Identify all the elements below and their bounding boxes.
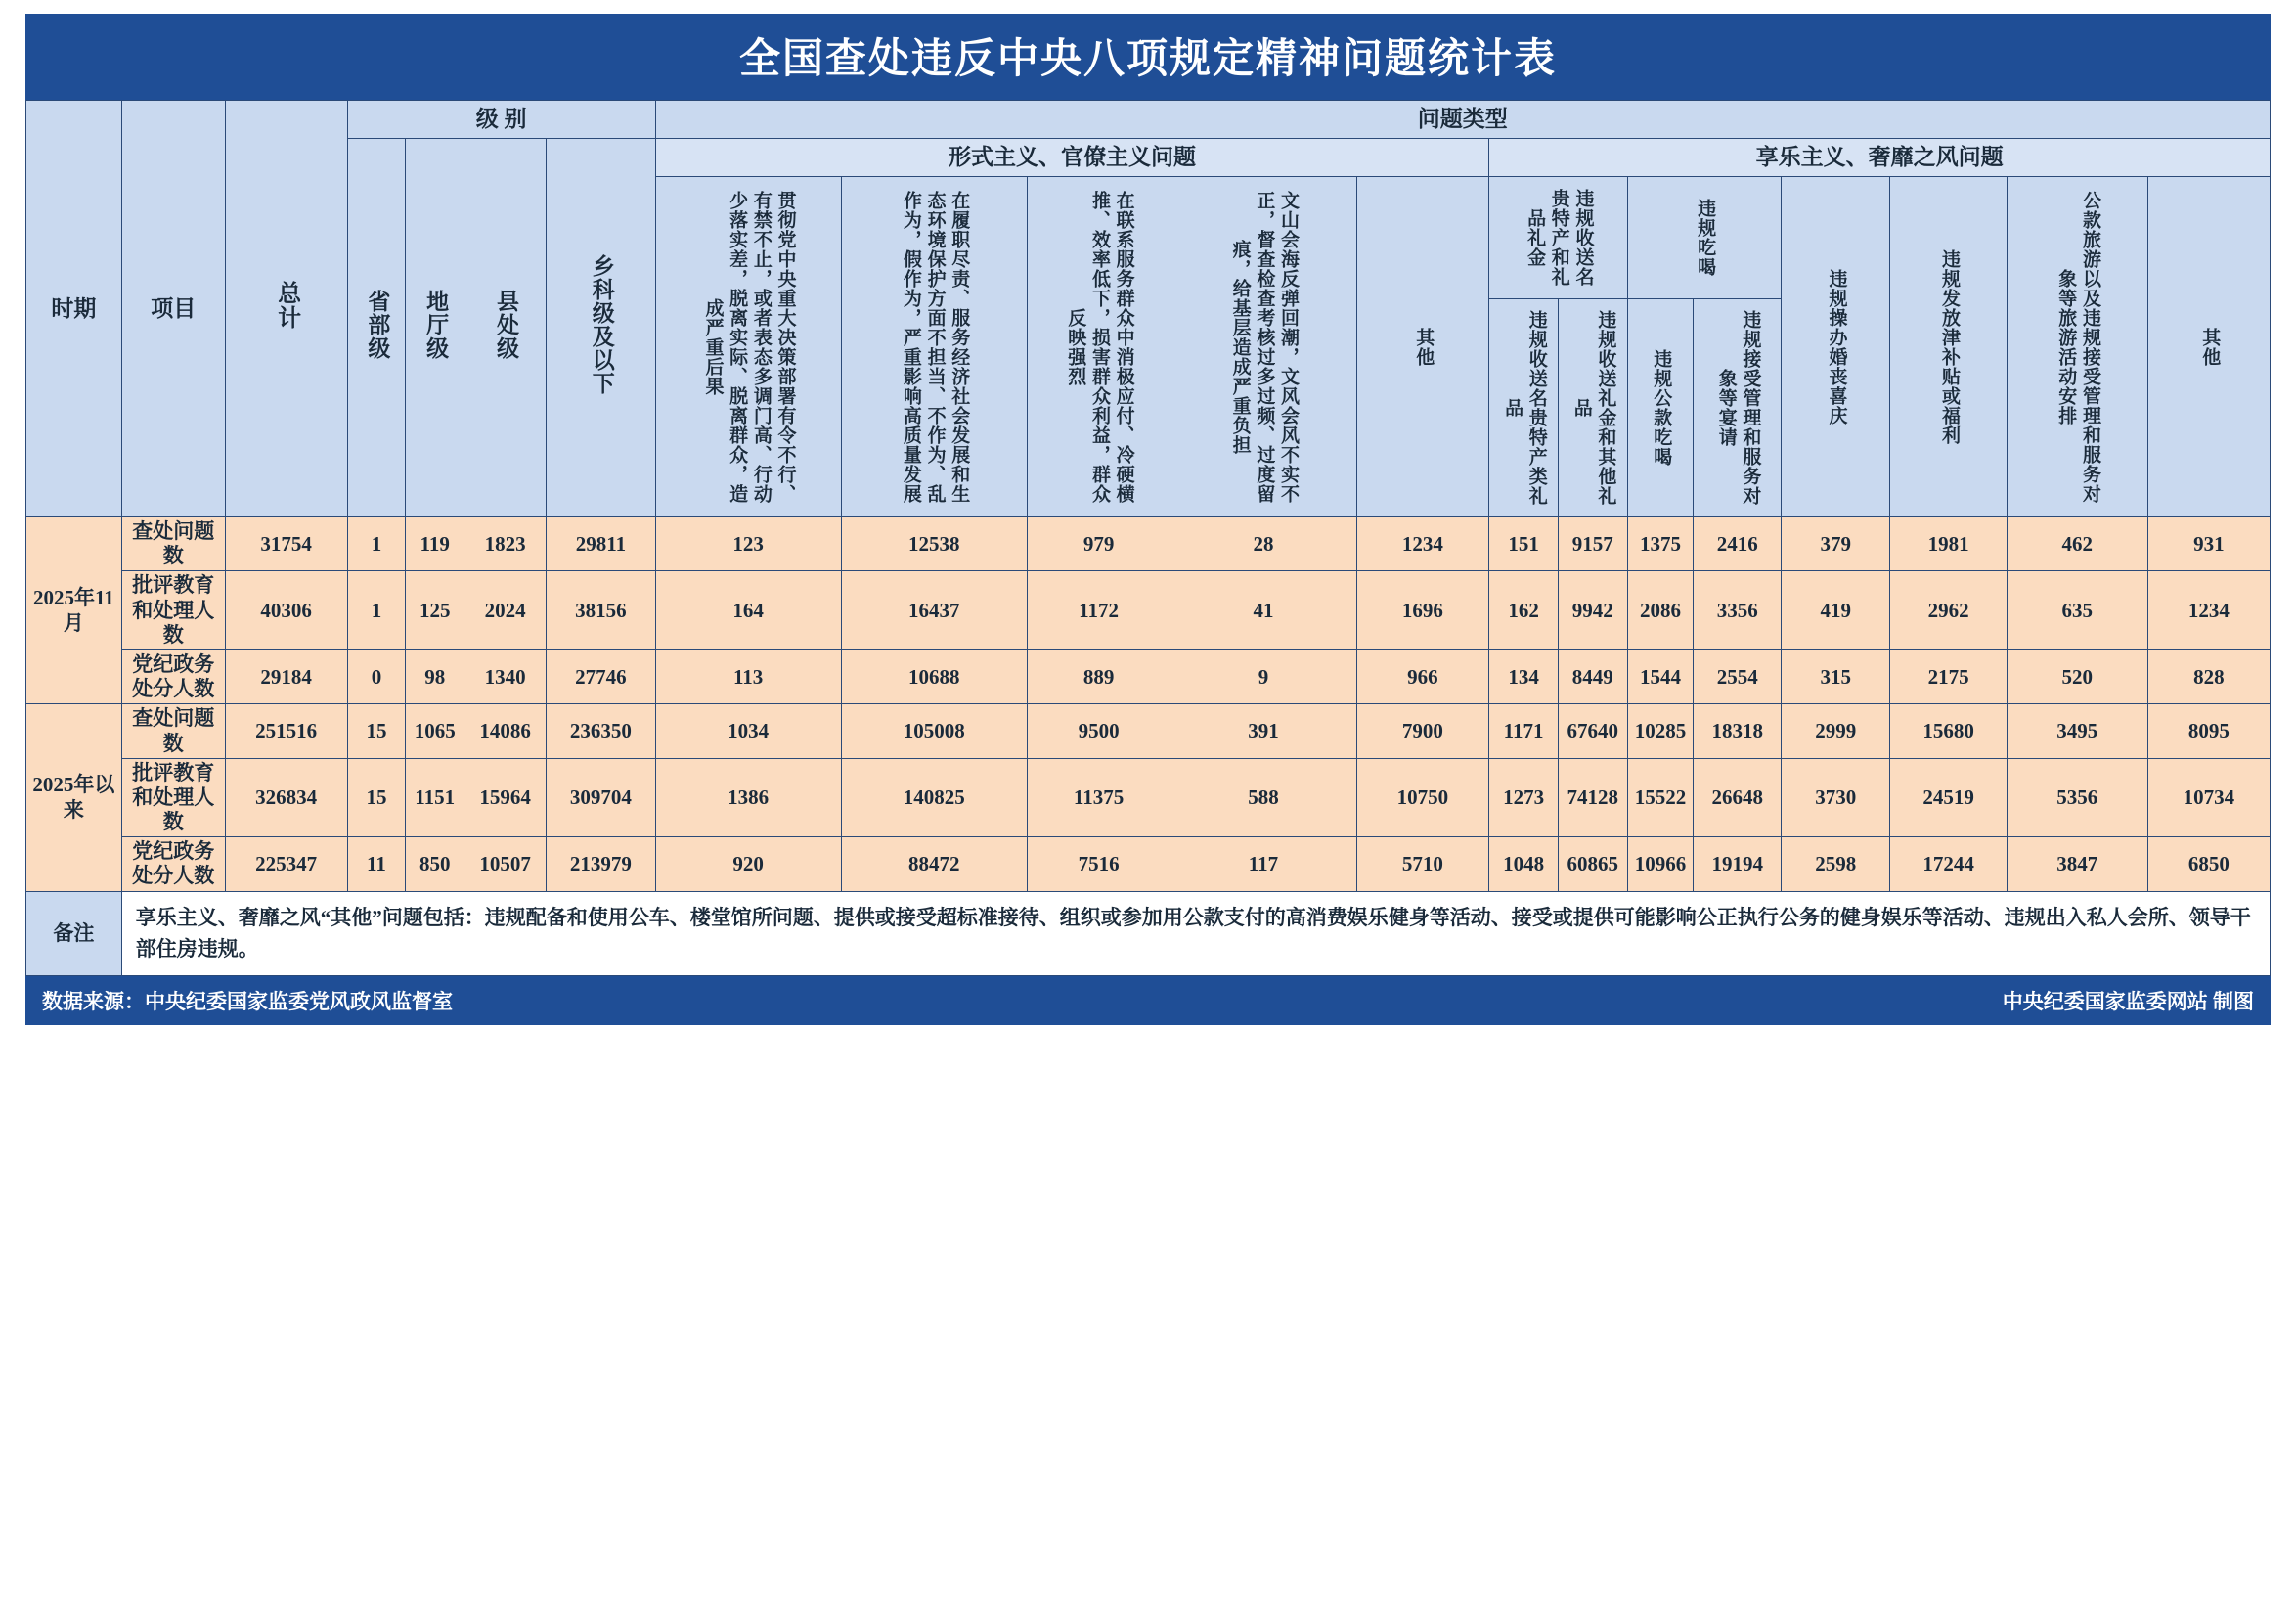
row-label: 批评教育和处理人数 xyxy=(121,571,225,650)
cell: 1273 xyxy=(1489,758,1559,837)
cell: 3356 xyxy=(1694,571,1782,650)
table-row xyxy=(26,649,2271,703)
header-row-1 xyxy=(26,101,2271,139)
table-row xyxy=(26,571,2271,650)
cell: 1 xyxy=(347,571,406,650)
header-formalism-col-1: 贯彻党中央重大决策部署有令不行、有禁不止，或者表态多调门高、行动少落实差，脱离实际、脱离群众，造成严重后果 xyxy=(655,177,841,517)
cell: 213979 xyxy=(547,837,655,891)
cell: 1065 xyxy=(406,704,464,758)
table-row xyxy=(26,837,2271,891)
cell: 236350 xyxy=(547,704,655,758)
cell: 7516 xyxy=(1027,837,1170,891)
cell: 1151 xyxy=(406,758,464,837)
cell: 520 xyxy=(2007,649,2147,703)
row-label: 查处问题数 xyxy=(121,704,225,758)
cell: 8449 xyxy=(1558,649,1627,703)
cell: 10750 xyxy=(1356,758,1489,837)
cell: 1340 xyxy=(464,649,547,703)
cell: 10285 xyxy=(1627,704,1694,758)
cell: 1 xyxy=(347,517,406,571)
header-level-diting: 地厅级 xyxy=(406,139,464,517)
cell: 379 xyxy=(1782,517,1890,571)
header-total: 总计 xyxy=(225,101,347,517)
cell: 15 xyxy=(347,758,406,837)
cell: 1696 xyxy=(1356,571,1489,650)
header-hedonism-group-eat: 违规吃喝 xyxy=(1627,177,1782,299)
note-text: 享乐主义、奢靡之风“其他”问题包括：违规配备和使用公车、楼堂馆所问题、提供或接受超标准接待、组织或参加用公款支付的高消费娱乐健身等活动、接受或提供可能影响公正执行公务的健身娱乐等活动、违规出入私人会所、领导干部住房违规。 xyxy=(121,891,2270,975)
cell: 419 xyxy=(1782,571,1890,650)
cell: 88472 xyxy=(841,837,1027,891)
cell: 1048 xyxy=(1489,837,1559,891)
header-period: 时期 xyxy=(26,101,122,517)
row-label: 批评教育和处理人数 xyxy=(121,758,225,837)
header-formalism-col-3: 在联系服务群众中消极应付、冷硬横推、效率低下，损害群众利益，群众反映强烈 xyxy=(1027,177,1170,517)
cell: 162 xyxy=(1489,571,1559,650)
cell: 9 xyxy=(1170,649,1356,703)
cell: 6850 xyxy=(2147,837,2270,891)
cell: 10688 xyxy=(841,649,1027,703)
cell: 40306 xyxy=(225,571,347,650)
page-title: 全国查处违反中央八项规定精神问题统计表 xyxy=(25,14,2271,100)
table-row xyxy=(26,517,2271,571)
header-gift-specialty: 违规收送名贵特产类礼品 xyxy=(1489,299,1559,517)
cell: 24519 xyxy=(1890,758,2007,837)
cell: 462 xyxy=(2007,517,2147,571)
cell: 7900 xyxy=(1356,704,1489,758)
cell: 10734 xyxy=(2147,758,2270,837)
cell: 2086 xyxy=(1627,571,1694,650)
cell: 105008 xyxy=(841,704,1027,758)
header-problem-type: 问题类型 xyxy=(655,101,2270,139)
header-row-2 xyxy=(26,139,2271,177)
cell: 9157 xyxy=(1558,517,1627,571)
cell: 10507 xyxy=(464,837,547,891)
cell: 225347 xyxy=(225,837,347,891)
cell: 15 xyxy=(347,704,406,758)
header-hedonism-other: 其他 xyxy=(2147,177,2270,517)
cell: 117 xyxy=(1170,837,1356,891)
cell: 979 xyxy=(1027,517,1170,571)
cell: 326834 xyxy=(225,758,347,837)
cell: 1544 xyxy=(1627,649,1694,703)
table-row xyxy=(26,704,2271,758)
row-label: 党纪政务处分人数 xyxy=(121,837,225,891)
cell: 315 xyxy=(1782,649,1890,703)
cell: 119 xyxy=(406,517,464,571)
cell: 2024 xyxy=(464,571,547,650)
cell: 635 xyxy=(2007,571,2147,650)
cell: 9942 xyxy=(1558,571,1627,650)
row-label: 党纪政务处分人数 xyxy=(121,649,225,703)
cell: 966 xyxy=(1356,649,1489,703)
header-formalism-col-2: 在履职尽责、服务经济社会发展和生态环境保护方面不担当、不作为、乱作为，假作为，严重影响高质量发展 xyxy=(841,177,1027,517)
header-item: 项目 xyxy=(121,101,225,517)
cell: 38156 xyxy=(547,571,655,650)
cell: 140825 xyxy=(841,758,1027,837)
cell: 931 xyxy=(2147,517,2270,571)
footer xyxy=(25,976,2271,1025)
header-formalism-col-4: 文山会海反弹回潮，文风会风不实不正，督查检查考核过多过频、过度留痕，给基层造成严重负担 xyxy=(1170,177,1356,517)
cell: 41 xyxy=(1170,571,1356,650)
cell: 309704 xyxy=(547,758,655,837)
cell: 828 xyxy=(2147,649,2270,703)
cell: 1386 xyxy=(655,758,841,837)
cell: 3847 xyxy=(2007,837,2147,891)
cell: 14086 xyxy=(464,704,547,758)
note-row xyxy=(26,891,2271,975)
cell: 1234 xyxy=(2147,571,2270,650)
cell: 28 xyxy=(1170,517,1356,571)
cell: 920 xyxy=(655,837,841,891)
header-gift-cash: 违规收送礼金和其他礼品 xyxy=(1558,299,1627,517)
cell: 2962 xyxy=(1890,571,2007,650)
cell: 5356 xyxy=(2007,758,2147,837)
header-level-xiangke: 乡科级及以下 xyxy=(547,139,655,517)
cell: 1172 xyxy=(1027,571,1170,650)
header-hedonism-allowance: 违规发放津补贴或福利 xyxy=(1890,177,2007,517)
cell: 26648 xyxy=(1694,758,1782,837)
table-row xyxy=(26,758,2271,837)
cell: 19194 xyxy=(1694,837,1782,891)
cell: 15680 xyxy=(1890,704,2007,758)
cell: 11 xyxy=(347,837,406,891)
cell: 2554 xyxy=(1694,649,1782,703)
cell: 60865 xyxy=(1558,837,1627,891)
header-eat-banquet: 违规接受管理和服务对象等宴请 xyxy=(1694,299,1782,517)
cell: 3730 xyxy=(1782,758,1890,837)
cell: 29184 xyxy=(225,649,347,703)
cell: 588 xyxy=(1170,758,1356,837)
cell: 2175 xyxy=(1890,649,2007,703)
header-eat-public-funds: 违规公款吃喝 xyxy=(1627,299,1694,517)
cell: 17244 xyxy=(1890,837,2007,891)
header-group-hedonism: 享乐主义、奢靡之风问题 xyxy=(1489,139,2271,177)
cell: 113 xyxy=(655,649,841,703)
cell: 8095 xyxy=(2147,704,2270,758)
cell: 2999 xyxy=(1782,704,1890,758)
cell: 164 xyxy=(655,571,841,650)
statistics-table xyxy=(25,100,2271,976)
cell: 1171 xyxy=(1489,704,1559,758)
cell: 1234 xyxy=(1356,517,1489,571)
cell: 251516 xyxy=(225,704,347,758)
cell: 134 xyxy=(1489,649,1559,703)
cell: 67640 xyxy=(1558,704,1627,758)
header-level-group: 级 别 xyxy=(347,101,655,139)
header-hedonism-group-gift: 违规收送名贵特产和礼品礼金 xyxy=(1489,177,1627,299)
cell: 12538 xyxy=(841,517,1027,571)
header-level-sheng: 省部级 xyxy=(347,139,406,517)
cell: 0 xyxy=(347,649,406,703)
cell: 151 xyxy=(1489,517,1559,571)
period-label: 2025年以来 xyxy=(26,704,122,891)
cell: 16437 xyxy=(841,571,1027,650)
note-label: 备注 xyxy=(26,891,122,975)
cell: 850 xyxy=(406,837,464,891)
cell: 1981 xyxy=(1890,517,2007,571)
cell: 31754 xyxy=(225,517,347,571)
header-hedonism-wedding: 违规操办婚丧喜庆 xyxy=(1782,177,1890,517)
cell: 391 xyxy=(1170,704,1356,758)
cell: 11375 xyxy=(1027,758,1170,837)
row-label: 查处问题数 xyxy=(121,517,225,571)
header-formalism-col-other: 其他 xyxy=(1356,177,1489,517)
cell: 889 xyxy=(1027,649,1170,703)
cell: 18318 xyxy=(1694,704,1782,758)
header-level-xianchu: 县处级 xyxy=(464,139,547,517)
cell: 2416 xyxy=(1694,517,1782,571)
header-group-formalism: 形式主义、官僚主义问题 xyxy=(655,139,1489,177)
footer-source: 数据来源：中央纪委国家监委党风政风监督室 xyxy=(42,989,453,1013)
footer-credit: 中央纪委国家监委网站 制图 xyxy=(2002,989,2254,1013)
cell: 10966 xyxy=(1627,837,1694,891)
cell: 15522 xyxy=(1627,758,1694,837)
cell: 2598 xyxy=(1782,837,1890,891)
cell: 98 xyxy=(406,649,464,703)
cell: 3495 xyxy=(2007,704,2147,758)
cell: 9500 xyxy=(1027,704,1170,758)
cell: 123 xyxy=(655,517,841,571)
cell: 1823 xyxy=(464,517,547,571)
cell: 5710 xyxy=(1356,837,1489,891)
cell: 27746 xyxy=(547,649,655,703)
header-hedonism-travel: 公款旅游以及违规接受管理和服务对象等旅游活动安排 xyxy=(2007,177,2147,517)
cell: 1034 xyxy=(655,704,841,758)
cell: 1375 xyxy=(1627,517,1694,571)
cell: 15964 xyxy=(464,758,547,837)
cell: 29811 xyxy=(547,517,655,571)
cell: 74128 xyxy=(1558,758,1627,837)
period-label: 2025年11月 xyxy=(26,517,122,704)
cell: 125 xyxy=(406,571,464,650)
